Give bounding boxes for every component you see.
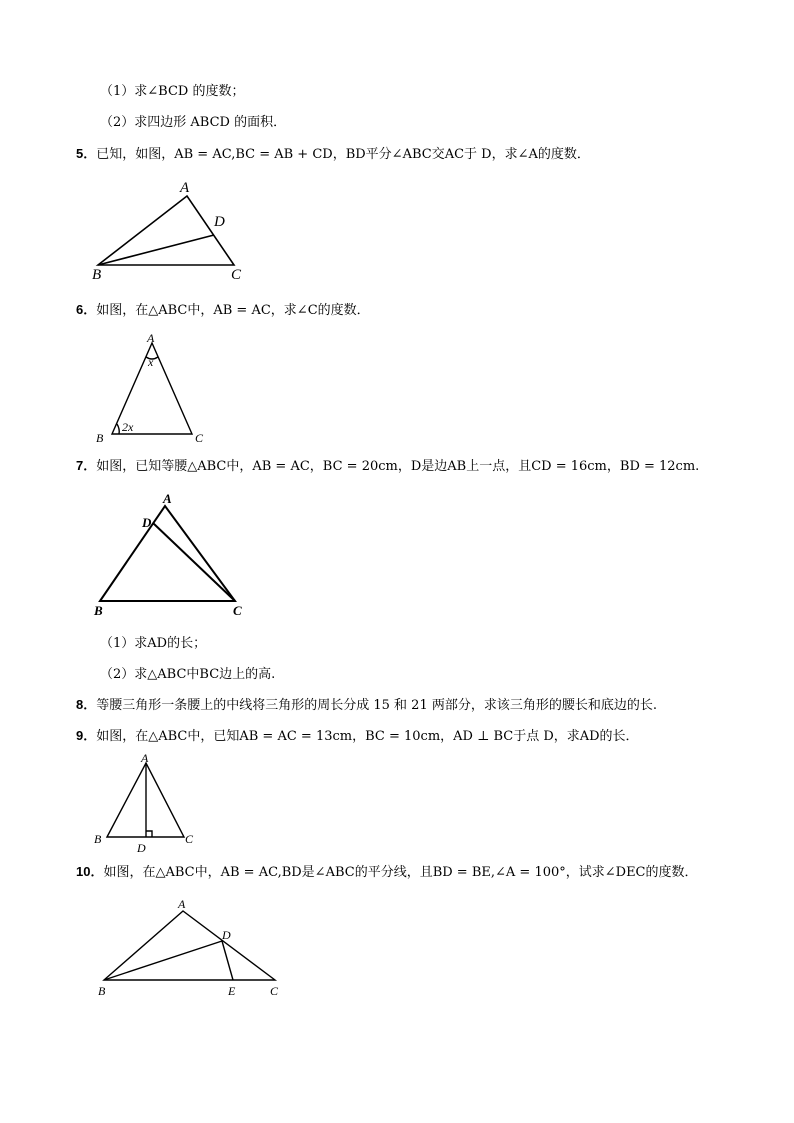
q10-label-b: B: [98, 984, 106, 998]
q5-figure: [90, 178, 260, 283]
q9-figure: [90, 752, 210, 857]
q10-text: 如图，在△ABC中，AB = AC,BD是∠ABC的平分线，且BD = BE,∠A = 100°，试求∠DEC的度数．: [103, 865, 698, 880]
q7-label-a: A: [163, 491, 172, 506]
q10-label-a: A: [178, 897, 186, 911]
q10-label-e: E: [228, 984, 236, 998]
q5-label-a: A: [180, 180, 190, 196]
q10-question: [76, 863, 698, 882]
q6-label-c: C: [195, 431, 204, 445]
q10-triangle: [104, 911, 275, 980]
q7-triangle: [100, 506, 235, 601]
q6-label-b: B: [96, 431, 104, 445]
q9-label-b: B: [94, 832, 102, 846]
q7-label-c: C: [233, 603, 242, 618]
q5-triangle: [98, 196, 234, 265]
q8-text: 等腰三角形一条腰上的中线将三角形的周长分成 15 和 21 两部分，求该三角形的腰长和底边的长.: [96, 698, 657, 713]
q7-segment-cd: [153, 523, 235, 601]
q4-sub1: （1）求∠BCD 的度数；: [100, 84, 245, 99]
q10-label-d: D: [222, 928, 231, 942]
q10-segment-bd: [104, 941, 222, 980]
q7-label-d: D: [142, 515, 152, 530]
q9-label-a: A: [141, 751, 149, 765]
q5-number: 5．: [76, 146, 97, 161]
q7-label-b: B: [94, 603, 103, 618]
q9-label-c: C: [185, 832, 194, 846]
q9-text: 如图，在△ABC中，已知AB = AC = 13cm，BC = 10cm，AD ⊥ BC于点 D，求AD的长．: [96, 729, 639, 744]
q8-number: 8．: [76, 697, 97, 712]
q9-right-angle-mark: [146, 831, 152, 837]
q9-label-d: D: [137, 841, 146, 855]
q4-sub2: （2）求四边形 ABCD 的面积．: [100, 115, 287, 130]
q5-text: 已知，如图，AB = AC,BC = AB + CD，BD平分∠ABC交AC于 D，求∠A的度数．: [96, 147, 590, 162]
q10-figure: [92, 893, 292, 1003]
q8-question: [76, 696, 657, 715]
q10-label-c: C: [270, 984, 279, 998]
q6-question: [76, 301, 370, 320]
q5-label-c: C: [231, 267, 242, 283]
q5-bisector-bd: [98, 235, 214, 265]
q6-angle-b-arc: [117, 424, 119, 434]
q7-figure: [90, 490, 250, 620]
q6-text: 如图，在△ABC中，AB = AC，求∠C的度数．: [96, 303, 370, 318]
q9-number: 9．: [76, 728, 97, 743]
q7-sub1: （1）求AD的长；: [100, 636, 207, 651]
q5-label-d: D: [214, 214, 225, 230]
q6-label-a: A: [147, 331, 155, 345]
q7-question: [76, 457, 699, 476]
q7-sub2: （2）求△ABC中BC边上的高.: [100, 667, 276, 682]
q5-label-b: B: [92, 267, 102, 283]
q7-text: 如图，已知等腰△ABC中，AB = AC，BC = 20cm，D是边AB上一点，且CD = 16cm，BD = 12cm.: [96, 459, 700, 474]
q6-figure: [92, 330, 212, 445]
q5-question: [76, 145, 590, 164]
q6-number: 6．: [76, 302, 97, 317]
q9-question: [76, 727, 639, 746]
q6-label-2x: 2x: [122, 420, 134, 434]
q10-number: 10．: [76, 864, 104, 879]
q6-label-x: x: [148, 355, 154, 369]
q7-number: 7．: [76, 458, 97, 473]
